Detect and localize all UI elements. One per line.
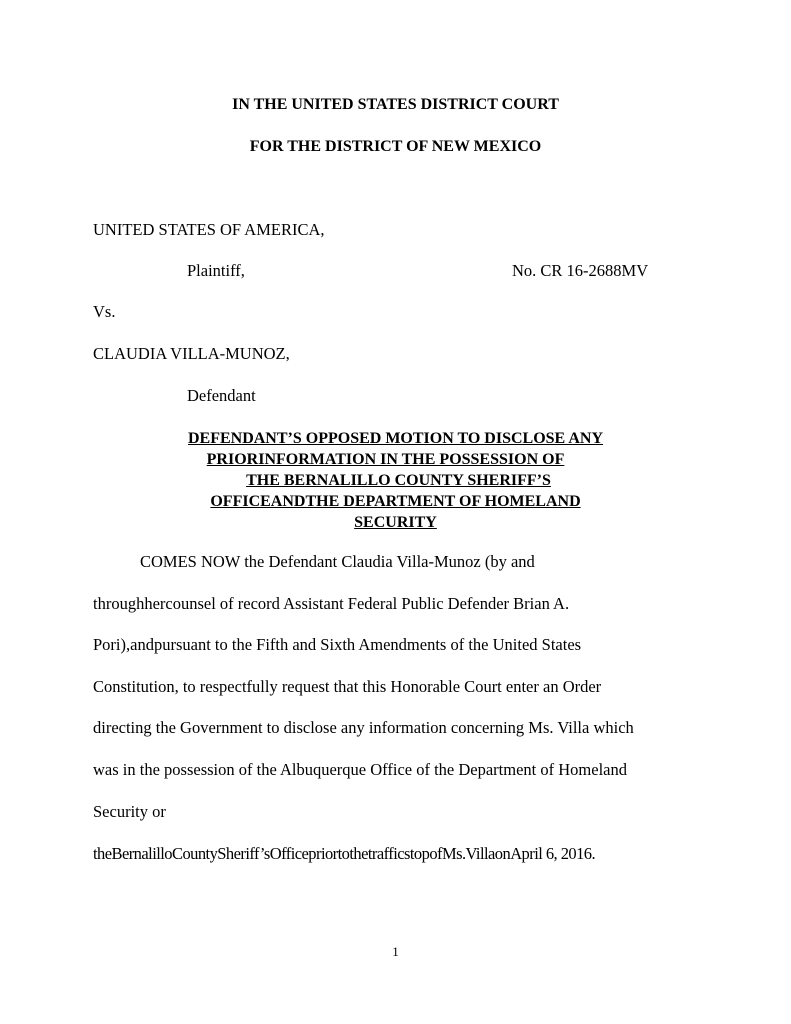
page-number: 1 (392, 944, 399, 959)
body-text-line: was in the possession of the Albuquerque Office of the Department of Homeland (93, 760, 627, 779)
body-text-line: COMES NOW the Defendant Claudia Villa-Munoz (by and (140, 552, 535, 571)
defendant-role: Defendant (187, 386, 256, 405)
body-text-line: Constitution, to respectfully request that this Honorable Court enter an Order (93, 677, 602, 696)
body-text-line: Security or (93, 802, 166, 821)
plaintiff-name: UNITED STATES OF AMERICA, (93, 220, 325, 239)
court-district-line: FOR THE DISTRICT OF NEW MEXICO (249, 138, 542, 155)
case-number: No. CR 16-2688MV (512, 261, 649, 280)
body-text-line: Pori),andpursuant to the Fifth and Sixth Amendments of the United States (93, 635, 582, 654)
court-name-line: IN THE UNITED STATES DISTRICT COURT (232, 96, 559, 113)
body-text-line: directing the Government to disclose any information concerning Ms. Villa which (93, 718, 634, 737)
motion-title-line: OFFICEANDTHE DEPARTMENT OF HOMELAND (210, 493, 581, 510)
defendant-name: CLAUDIA VILLA-MUNOZ, (93, 344, 290, 363)
plaintiff-role: Plaintiff, (187, 261, 245, 280)
motion-title-line: SECURITY (354, 514, 437, 531)
body-text-line: theBernalilloCountySheriff’sOfficepriortothetrafficstopofMs.VillaonApril 6, 2016. (93, 844, 596, 863)
motion-title (0, 428, 791, 533)
body-text-line: throughhercounsel of record Assistant Federal Public Defender Brian A. (93, 594, 570, 613)
motion-title-line: THE BERNALILLO COUNTY SHERIFF’S (246, 472, 551, 489)
motion-title-line: DEFENDANT’S OPPOSED MOTION TO DISCLOSE ANY (187, 430, 604, 447)
motion-title-line: PRIORINFORMATION IN THE POSSESSION OF (206, 451, 565, 468)
versus-label: Vs. (93, 302, 116, 321)
